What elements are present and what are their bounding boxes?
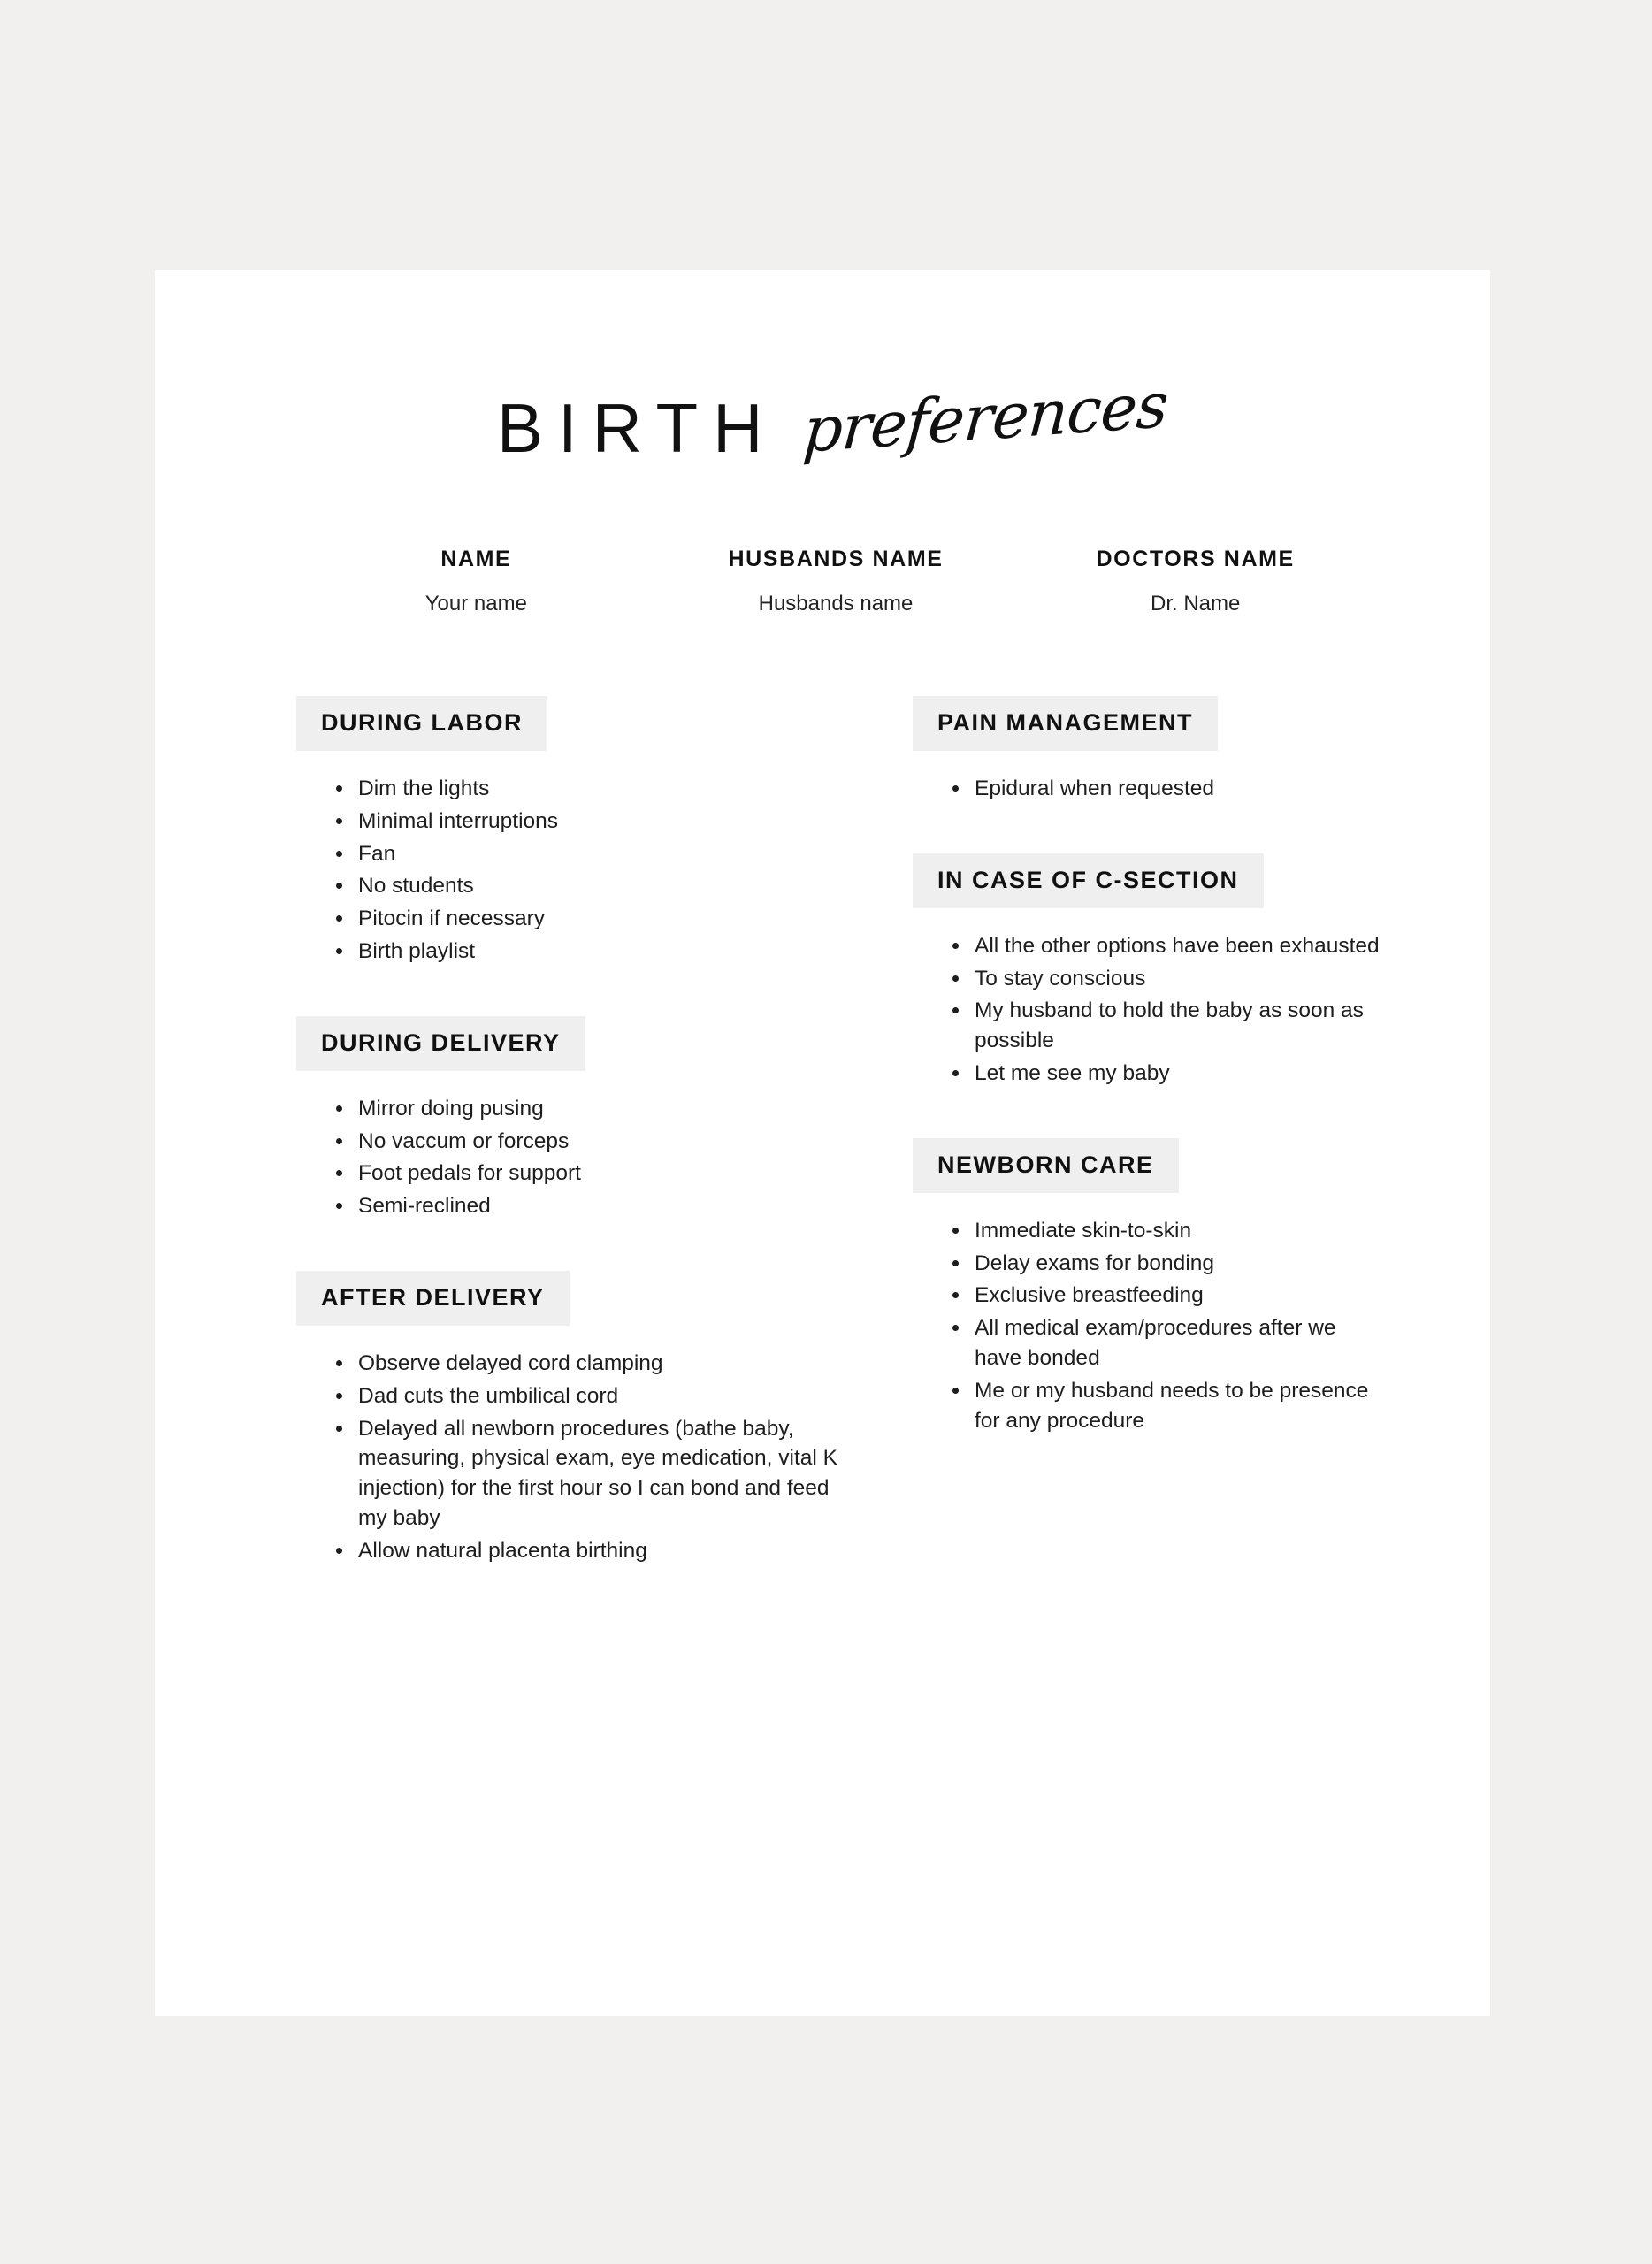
- list-item: • Exclusive breastfeeding: [971, 1281, 1384, 1311]
- list-item: • Let me see my baby: [971, 1059, 1384, 1089]
- list-item: • Allow natural placenta birthing: [355, 1536, 840, 1566]
- section-c-section: [913, 853, 1384, 1089]
- list-item: • Me or my husband needs to be presence for any procedure: [971, 1376, 1384, 1436]
- list-item: • All the other options have been exhausted: [971, 931, 1384, 961]
- list-item: • Pitocin if necessary: [355, 904, 840, 934]
- list-item: • No students: [355, 871, 840, 901]
- document-page: [155, 270, 1490, 2016]
- page-title: [155, 368, 1490, 468]
- list-item: • Immediate skin-to-skin: [971, 1216, 1384, 1246]
- list-item: • All medical exam/procedures after we have bonded: [971, 1313, 1384, 1373]
- list-item: • Delay exams for bonding: [971, 1249, 1384, 1279]
- section-pain-management: [913, 696, 1384, 804]
- section-newborn-care-heading: NEWBORN CARE: [913, 1138, 1179, 1193]
- list-item: • Birth playlist: [355, 937, 840, 967]
- section-after-delivery-list: [296, 1349, 840, 1566]
- list-item: • Fan: [355, 839, 840, 869]
- document-content: [155, 270, 1490, 2016]
- list-item: • Dim the lights: [355, 774, 840, 804]
- section-c-section-heading: IN CASE OF C-SECTION: [913, 853, 1264, 908]
- list-item: • Observe delayed cord clamping: [355, 1349, 840, 1379]
- section-pain-management-heading: PAIN MANAGEMENT: [913, 696, 1218, 751]
- section-after-delivery-heading: AFTER DELIVERY: [296, 1271, 570, 1326]
- sections-columns: [155, 696, 1490, 1569]
- field-husbands-name-value: Husbands name: [758, 592, 914, 616]
- list-item: • Epidural when requested: [971, 774, 1384, 804]
- section-during-labor: [296, 696, 840, 967]
- section-during-delivery-heading: DURING DELIVERY: [296, 1016, 585, 1071]
- right-column: [840, 696, 1384, 1569]
- field-name-value: Your name: [424, 592, 527, 616]
- section-newborn-care: [913, 1138, 1384, 1436]
- list-item: • Semi-reclined: [355, 1191, 840, 1221]
- names-row: [155, 547, 1490, 616]
- field-doctors-name-label: DOCTORS NAME: [1096, 547, 1295, 571]
- list-item: • Minimal interruptions: [355, 807, 840, 837]
- list-item: • My husband to hold the baby as soon as possible: [971, 996, 1384, 1056]
- field-doctors-name-value: Dr. Name: [1151, 592, 1241, 616]
- list-item: • Dad cuts the umbilical cord: [355, 1381, 840, 1411]
- list-item: • Delayed all newborn procedures (bathe baby, measuring, physical exam, eye medication, vital K injection) for the first hour so I can bond and feed my baby: [355, 1414, 840, 1534]
- section-pain-management-list: [913, 774, 1384, 804]
- section-during-delivery: [296, 1016, 840, 1221]
- field-doctors-name: [1015, 547, 1375, 616]
- field-husbands-name-label: HUSBANDS NAME: [728, 547, 944, 571]
- field-name: [296, 547, 656, 616]
- field-name-label: NAME: [440, 547, 512, 571]
- section-during-labor-list: [296, 774, 840, 967]
- section-during-labor-heading: DURING LABOR: [296, 696, 547, 751]
- field-husbands-name: [656, 547, 1016, 616]
- section-c-section-list: [913, 931, 1384, 1089]
- list-item: • Foot pedals for support: [355, 1159, 840, 1189]
- title-main: BIRTH: [496, 389, 778, 467]
- left-column: [296, 696, 840, 1569]
- list-item: • To stay conscious: [971, 964, 1384, 994]
- section-after-delivery: [296, 1271, 840, 1566]
- section-during-delivery-list: [296, 1094, 840, 1221]
- title-script: preferences: [800, 368, 1170, 468]
- list-item: • No vaccum or forceps: [355, 1127, 840, 1157]
- list-item: • Mirror doing pusing: [355, 1094, 840, 1124]
- section-newborn-care-list: [913, 1216, 1384, 1436]
